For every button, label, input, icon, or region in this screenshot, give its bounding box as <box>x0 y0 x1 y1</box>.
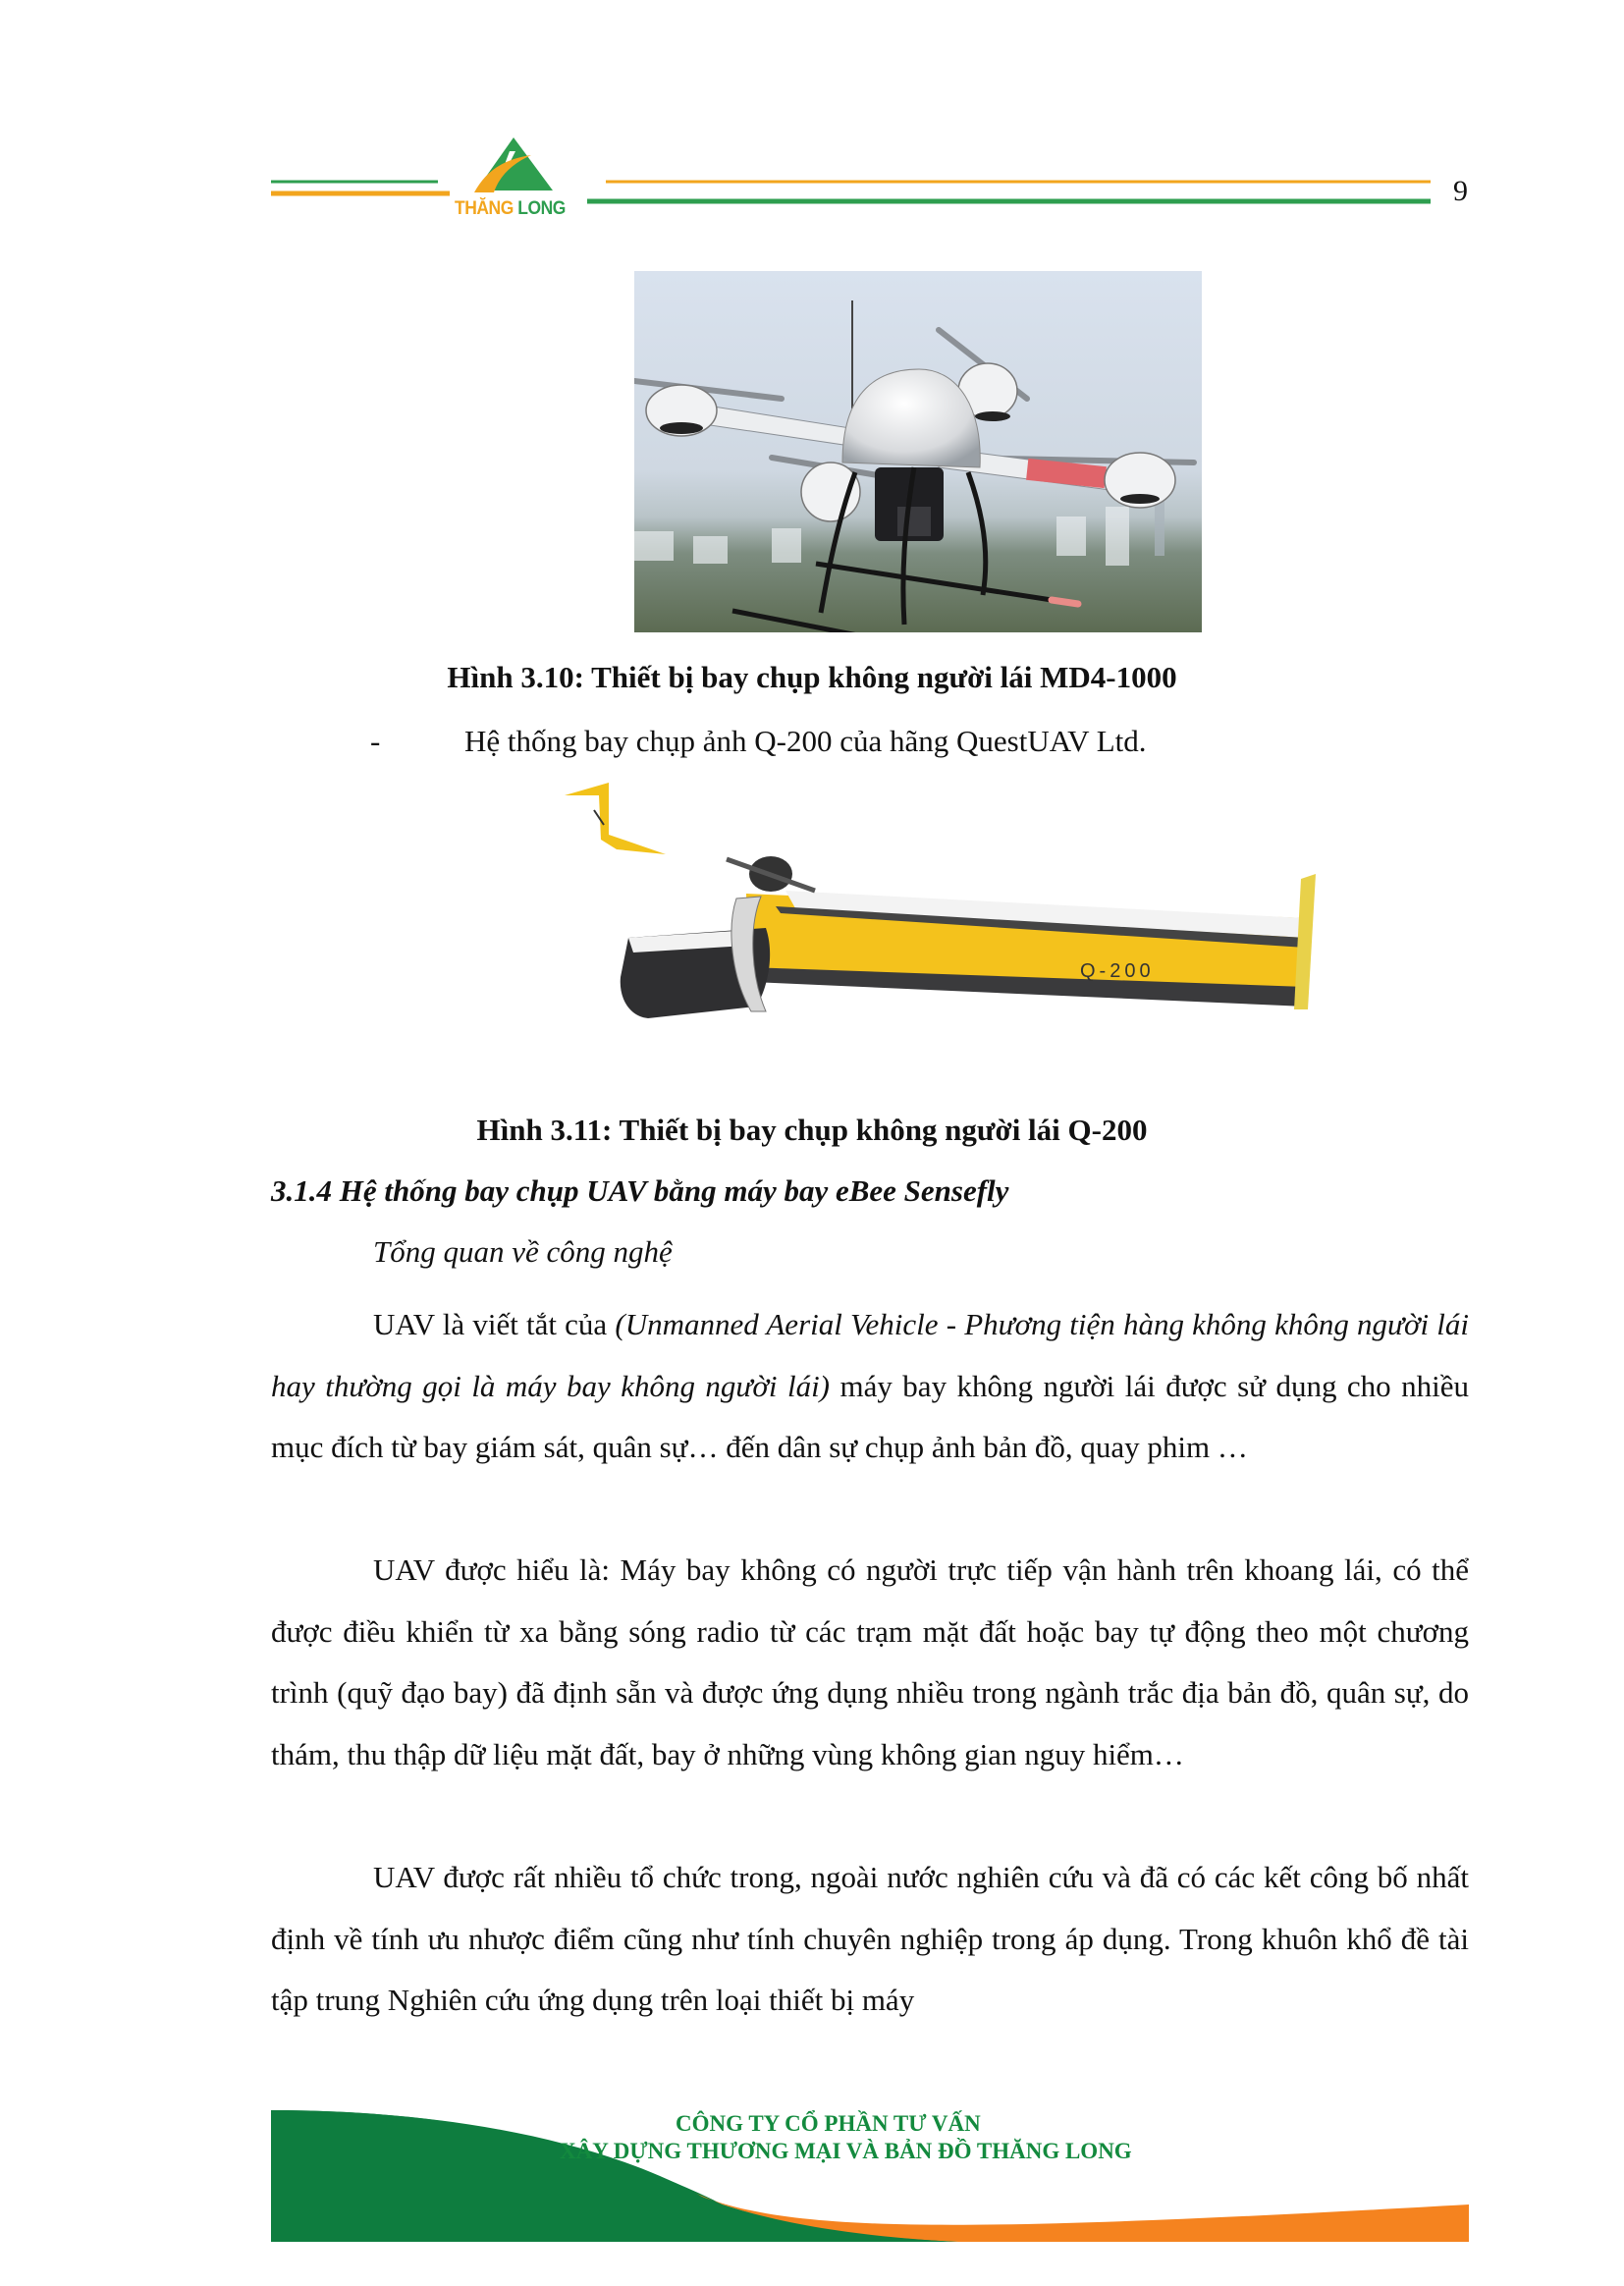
footer-company-line-1: CÔNG TY CỔ PHẦN TƯ VẤN <box>676 2111 981 2136</box>
bullet-marker: - <box>370 724 381 758</box>
quadcopter-drone-photo <box>634 271 1202 632</box>
bullet-text: Hệ thống bay chụp ảnh Q-200 của hãng QuestUAV Ltd. <box>464 724 1147 758</box>
mountain-road-logo-icon <box>455 136 592 198</box>
paragraph-1-text-after: máy bay không người lái được sử dụng cho nhiều mục đích từ bay giám sát, quân sự… đến dân sự chụp ảnh bản đồ, quay phim … <box>271 1368 1469 1464</box>
section-subheading: Tổng quan về công nghệ <box>373 1234 673 1269</box>
logo-wordmark <box>455 198 566 220</box>
fixed-wing-uav-photo <box>560 781 1345 1041</box>
page-number: 9 <box>1453 175 1468 207</box>
paragraph-3 <box>271 1847 1469 2032</box>
logo-word-thang: THĂNG <box>455 198 514 219</box>
paragraph-3-text: UAV được rất nhiều tổ chức trong, ngoài nước nghiên cứu và đã có các kết công bố nhất định về tính ưu nhược điểm cũng như tính chuyên nghiệp trong áp dụng. Trong khuôn khổ đề tài tập trung Nghiên cứu ứng dụng trên loại thiết bị máy <box>271 1860 1469 2017</box>
figure-caption-3-11: Hình 3.11: Thiết bị bay chụp không người lái Q-200 <box>476 1113 1148 1147</box>
paragraph-1-italic: (Unmanned Aerial Vehicle - Phương tiện hàng không không người lái hay thường gọi là máy bay không người lái) <box>271 1307 1470 1403</box>
header-rules <box>0 0 1624 236</box>
footer-company-line-2: XÂY DỰNG THƯƠNG MẠI VÀ BẢN ĐỒ THĂNG LONG <box>560 2139 1132 2163</box>
section-heading: 3.1.4 Hệ thống bay chụp UAV bằng máy bay eBee Sensefly <box>271 1173 1009 1208</box>
figure-caption-3-10: Hình 3.10: Thiết bị bay chụp không người lái MD4-1000 <box>447 660 1177 694</box>
paragraph-1 <box>271 1294 1469 1479</box>
wing-model-label: Q-200 <box>1080 960 1155 982</box>
paragraph-1-text-before: UAV là viết tắt của <box>373 1307 616 1341</box>
company-logo <box>455 136 592 224</box>
paragraph-2 <box>271 1540 1469 1785</box>
logo-word-long: LONG <box>517 198 566 219</box>
paragraph-2-text: UAV được hiểu là: Máy bay không có người trực tiếp vận hành trên khoang lái, có thể được điều khiển từ xa bằng sóng radio từ các trạm mặt đất hoặc bay tự động theo một chương trình (quỹ đạo bay) đã định sẵn và được ứng dụng nhiều trong ngành trắc địa bản đồ, quân sự, do thám, thu thập dữ liệu mặt đất, bay ở những vùng không gian nguy hiểm… <box>271 1552 1469 1771</box>
